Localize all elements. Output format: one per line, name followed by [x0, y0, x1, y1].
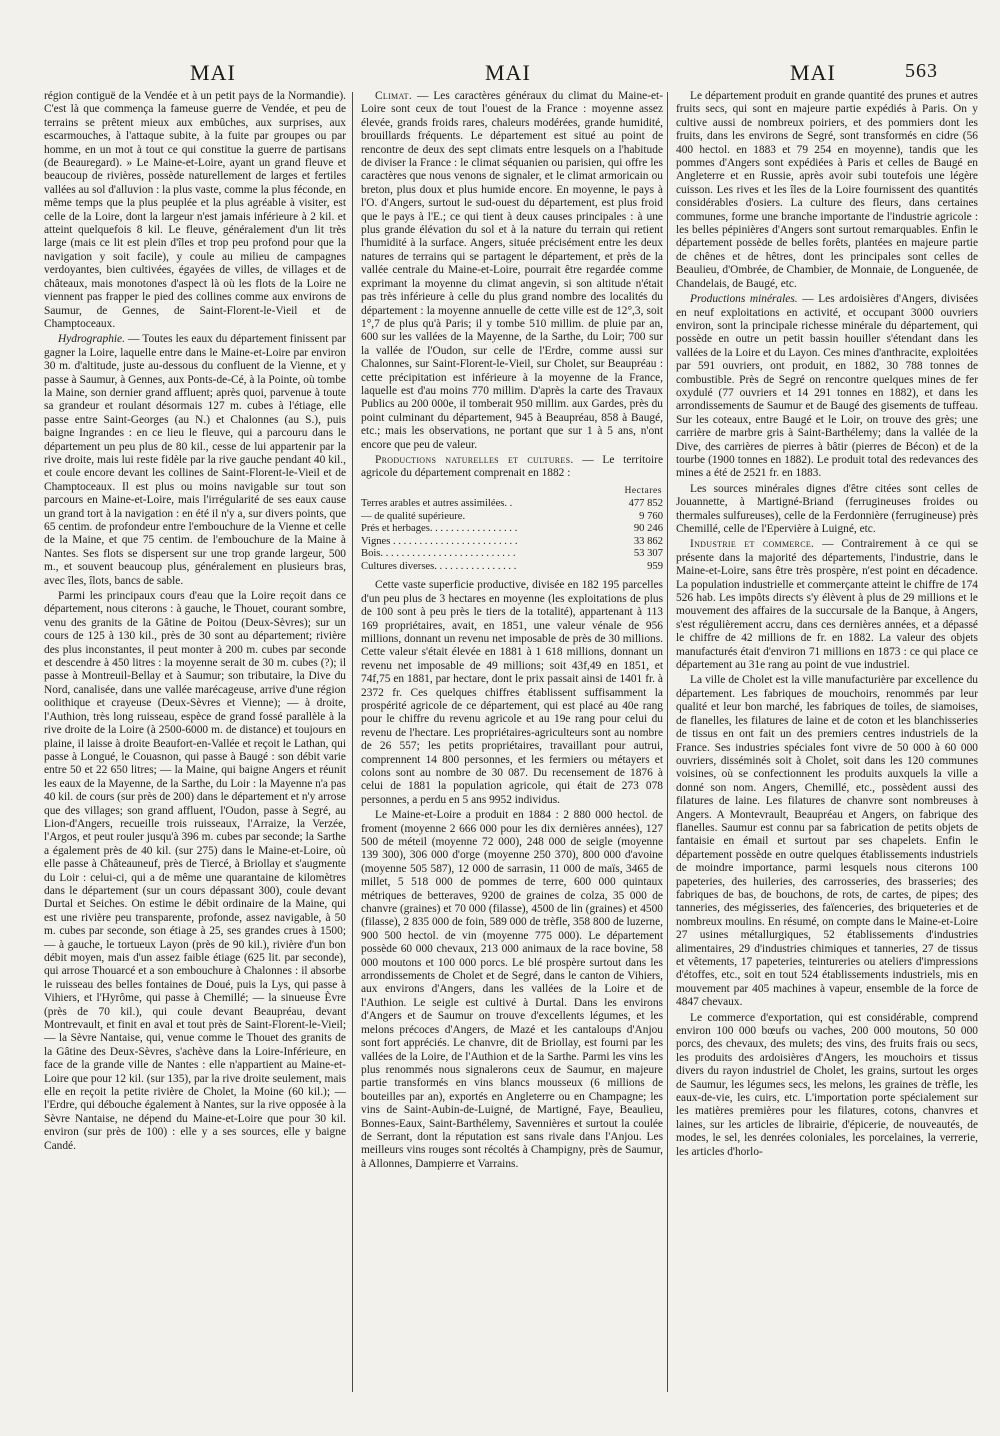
table-cell-label: Vignes . . . . . . . . . . . . . . . . . . . . . . . .	[361, 535, 518, 547]
column-2	[361, 90, 663, 1390]
header-middle: MAI	[485, 60, 531, 85]
table-row	[361, 561, 663, 574]
paragraph-sources: Les sources minérales dignes d'être citées sont celles de Jouannette, à Martigné-Briand (ferrugineuses froides ou thermales sulfureuses), celle de la Ferdonnière (ferrugineuse) près Chemillé, celle de l'Epervière à Luigné, etc.	[676, 482, 978, 535]
section-heading-minerales: Productions minérales.	[690, 293, 798, 306]
column-rule-1	[352, 92, 353, 1392]
paragraph-climat	[361, 90, 663, 452]
paragraph-superficie: Cette vaste superficie productive, divisée en 182 195 parcelles d'un peu plus de 3 hectares en moyenne (les exploitations de plus de 100 sont à peu près le tiers de la totalité), appartenant à 113 169 propriétaires, avait, en 1851, une valeur vénale de 956 millions, donnant un revenu net imposable de près de 30 millions. Cette valeur s'était élevée en 1881 à 1 618 millions, donnant un revenu net imposable de 49 millions; soit 43f,49 en 1851, et 74f,75 en 1881, par hectare, dont le prix passait ainsi de 1401 fr. à 2372 fr. Ces quelques chiffres établissent suffisamment la prospérité agricole de ce département, qui est placé au 40e rang pour le chiffre du revenu agricole et au 19e rang pour celui du revenu de l'hectare. Les propriétaires-agriculteurs sont au nombre de 26 557; les petits propriétaires, travaillant pour autrui, comprennent 14 800 personnes, et les fermiers ou métayers et colons sont au nombre de 30 087. Du recensement de 1876 à celui de 1881 la population agricole, qui était de 273 078 personnes, a perdu en 5 ans 9952 individus.	[361, 579, 663, 806]
page-number: 563	[905, 60, 938, 82]
minerales-text: — Les ardoisières d'Angers, divisées en neuf exploitations en activité, et occupant 3000 ouvriers environ, sont la principale richesse minérale du département, qui possède en outre un petit bassin houiller s'étendant dans les vallées de la Loire et du Layon. Ces mines d'anthracite, exploitées par 591 ouvriers, ont produit, en 1882, 30 788 tonnes de combustible. Près de Segré on rencontre quelques mines de fer oxydulé (77 ouvriers et 14 291 tonnes en 1882), et dans les arrondissements de Saumur et de Baugé des gisements de tuffeau. Sur les coteaux, entre Baugé et le Loir, on trouve des grès; une carrière de marbre gris à Saint-Barthélemy; dans la vallée de la Dive, des carrières de pierres à bâtir (pierres de Bécon) et de la tourbe (1900 tonnes en 1882). Le produit total des redevances des mines a été de 2521 fr. en 1883.	[676, 293, 978, 480]
section-heading-climat: Climat.	[375, 90, 412, 102]
running-header	[0, 60, 1000, 90]
section-heading-productions: Productions naturelles et cultures.	[375, 453, 574, 466]
industrie-text: — Contrairement à ce qui se présente dans la majorité des départements, l'industrie, dans le Maine-et-Loire, sans être très prospère, n'est point en décadence. La population industrielle et commerçante atteint le chiffre de 174 526 hab. Les impôts directs s'y élèvent à plus de 29 millions et le mouvement des affaires de la succursale de la Banque, à Angers, s'est régulièrement accru, dans ces dernières années, et a dépassé le chiffre de 42 millions de fr. en 1882. La valeur des objets manufacturés était d'environ 71 millions en 1873 : ce qui place ce département au 31e rang au point de vue industriel.	[676, 538, 978, 672]
paragraph-cholet: La ville de Cholet est la ville manufacturière par excellence du département. Les fabriques de mouchoirs, renommés par leur qualité et leur bon marché, les fabriques de toiles, de siamoises, de flanelles, les filatures de laine et de coton et les blanchisseries de tissus en ont fait un des premiers centres industriels de la France. Ses industries spéciales font vivre de 50 000 à 60 000 ouvriers, disséminés soit à Cholet, soit dans les 120 communes voisines, où se confectionnent les produits auxquels la ville a donné son nom. Angers, Chemillé, etc., possèdent aussi des filatures de laine. Les filatures de chanvre sont nombreuses à Angers. A Montevrault, Beaupréau et Angers, on fabrique des flanelles. Saumur est connu par sa fabrication de petits objets de fantaisie en émail et surtout par ses chapelets. Enfin le département possède en outre quelques établissements industriels de moindre importance, parmi lesquels nous citerons 100 papeteries, des huileries, des carrosseries, des brasseries; des fabriques de bas, de bouchons, de rots, de cartes, de pipes; des tanneries, des mégisseries, des faïenceries, des briqueteries et de nombreux moulins. En résumé, on compte dans le Maine-et-Loire 27 usines métallurgiques, 52 établissements d'industries alimentaires, 29 d'industries chimiques et tanneries, 27 de tissus et vêtements, 17 papeteries, teintureries ou ateliers d'impressions d'étoffes, etc., soit en tout 524 établissements industriels, mis en mouvement par 405 machines à vapeur, ensemble de la force de 4847 chevaux.	[676, 674, 978, 1009]
table-cell-value: 477 852	[628, 498, 663, 510]
table-cell-value: 959	[647, 560, 663, 572]
table-cell-value: 33 862	[633, 535, 663, 547]
paragraph-cours-d-eau: Parmi les principaux cours d'eau que la Loire reçoit dans ce département, nous citerons : à gauche, le Thouet, courant sombre, venu des granits de la Gâtine de Poitou (Deux-Sèvres); sur un cours de 125 à 130 kil., près de 30 sont au département; rivière des plus inconstantes, il peut monter à 200 m. cubes par seconde et descendre à 450 litres : la moyenne serait de 30 m. cubes (?); il passe à Montreuil-Bellay et à Saumur; son tributaire, la Dive du Nord, canalisée, dans une vallée marécageuse, arrive d'une région oolithique et crayeuse (Deux-Sèvres et Vienne); — à droite, l'Authion, très long ruisseau, espèce de grand fossé parallèle à la rive droite de la Loire (à 2500-6000 m. de distance) et toujours en plaine, il laisse à droite Beaufort-en-Vallée et reçoit le Lathan, qui passe à Longué, le Couasnon, qui passe à Baugé : son débit varie entre 50 et 22 650 litres; — la Maine, qui baigne Angers et réunit les eaux de la Mayenne, de la Sarthe, du Loir : la Mayenne n'a pas 40 kil. de cours (sur près de 200) dans le département et n'y arrose que des villages; son grand affluent, l'Oudon, passe à Segré, au Lion-d'Angers, recueille trois ruisseaux, l'Arraize, la Verzée, l'Argos, et peut rouler jusqu'à 396 m. cubes par seconde; la Sarthe a également près de 40 kil. (sur 275) dans le Maine-et-Loire, où elle passe à Châteauneuf, près de Tiercé, à Briollay et s'augmente du Loir : celui-ci, qui a de même une quarantaine de kilomètres dans le département (sur un cours dépassant 300), coule devant Durtal et Seiches. On estime le débit ordinaire de la Maine, qui est une rivière peu transparente, profonde, assez navigable, à 50 m. cubes par seconde, son étiage à 25, ses grandes crues à 1500; — à gauche, le tortueux Layon (près de 90 kil.), rivière d'un bon débit moyen, mais d'un assez faible étiage (625 lit. par seconde), qui arrose Thouarcé et a son embouchure à Chalonnes : il absorbe le ruisseau des belles fontaines de Doué, puis la Lys, qui passe à Vihiers, et l'Hyrôme, qui passe à Chemillé; — la sinueuse Èvre (près de 70 kil.), qui coule devant Beaupréau, devant Montrevault, et finit en aval et tout près de Saint-Florent-le-Vieil; — la Sèvre Nantaise, qui, venue comme le Thouet des granits de la Gâtine des Deux-Sèvres, s'achève dans la Loire-Inférieure, en face de la grande ville de Nantes : elle n'appartient au Maine-et-Loire que pour 12 kil. (sur 135), par la rive droite seulement, mais elle en reçoit la petite rivière de Cholet, la Moine (60 kil.); — l'Erdre, qui débouche également à Nantes, sur la rive opposée à la Sèvre Nantaise, ne dépend du Maine-et-Loire que pour 30 kil. environ (sur près de 100) : elle y a ses sources, elle y baigne Candé.	[44, 590, 346, 1152]
paragraph-industrie	[676, 538, 978, 672]
table-cell-label: — de qualité supérieure.	[361, 510, 466, 522]
paragraph-minerales	[676, 293, 978, 481]
column-1	[44, 90, 346, 1390]
table-cell-value: 53 307	[633, 548, 663, 560]
table-unit-header: Hectares	[624, 484, 662, 496]
table-cell-label: Prés et herbages. . . . . . . . . . . . . . . . .	[361, 523, 518, 535]
table-row	[361, 498, 663, 511]
paragraph-production-1884: Le Maine-et-Loire a produit en 1884 : 2 880 000 hectol. de froment (moyenne 2 666 000 pour les dix dernières années), 127 500 de méteil (moyenne 72 000), 248 000 de seigle (moyenne 139 300), 306 000 d'orge (moyenne 250 370), 800 000 d'avoine (moyenne 505 587), 12 000 de sarrasin, 11 000 de maïs, 3465 de millet, 5 518 000 de pommes de terre, 600 000 quintaux métriques de betteraves, 9200 de graines de colza, 35 000 de chanvre (graines) et 70 000 (filasse), 4500 de lin (graines) et 4500 (filasse), 2 835 000 de foin, 589 000 de trèfle, 358 800 de luzerne, 900 500 hectol. de vin (moyenne 775 000). Le département possède 60 000 chevaux, 213 000 animaux de la race bovine, 58 000 moutons et 100 000 porcs. Le blé prospère surtout dans les arrondissements de Cholet et de Segré, dans le canton de Vihiers, aux environs d'Angers, dans les vallées de la Loire et de l'Authion. Le seigle est cultivé à Durtal. Dans les environs d'Angers et de Saumur on trouve d'excellents légumes, et les melons précoces d'Angers, de Mazé et les cantaloups d'Anjou sont fort appréciés. Le chanvre, dit de Briollay, est fourni par les vallées de la Loire, de l'Authion et de la Sarthe. Parmi les vins les plus renommés nous signalerons ceux de Saumur, en majeure partie transformés en vins blancs mousseux (6 millions de bouteilles par an), exportés en Angleterre ou en Champagne; les vins de Saint-Aubin-de-Luigné, de Martigné, Faye, Beaulieu, Bonnes-Eaux, Saint-Barthélemy, Savennières et surtout la coulée de Serrant, dont la réputation est sans rivale dans l'Anjou. Les meilleurs vins rouges sont récoltés à Champigny, près de Saumur, à Allonnes, Dampierre et Varrains.	[361, 809, 663, 1170]
table-cell-label: Cultures diverses. . . . . . . . . . . . . . . .	[361, 560, 517, 572]
column-3	[676, 90, 978, 1390]
territory-table	[361, 484, 663, 574]
paragraph-vendee: région contiguë de la Vendée et à un petit pays de la Normandie). C'est là que commença la fameuse guerre de Vendée, et peu de terrains se prêtent mieux aux embûches, aux surprises, aux escarmouches, à l'attaque subite, à la fuite par groupes ou par homme, en un mot à tout ce qui constitue la guerre de partisans (de Beauregard). » Le Maine-et-Loire, ayant un grand fleuve et beaucoup de rivières, possède naturellement de larges et fertiles vallées au sol d'alluvion : la plus vaste, comme la plus féconde, en même temps que la plus peuplée et la plus agréable à visiter, est celle de la Loire, dont la largeur n'est jamais inférieure à 2 kil. et atteint quelquefois 8 kil. Le fleuve, généralement d'un lit très large (mais ce lit est plein d'îles et trop peu profond pour que la navigation y soit facile), y coule au milieu de campagnes verdoyantes, bien cultivées, égayées de villes, de villages et de châteaux, mais monotones d'aspect là où les flots de la Loire ne viennent pas frapper le pied des collines comme aux environs de Saumur, de Gennes, de Saint-Florent-le-Vieil et de Champtoceaux.	[44, 90, 346, 330]
table-row	[361, 523, 663, 536]
paragraph-fruits: Le département produit en grande quantité des prunes et autres fruits secs, qui sont en majeure partie expédiés à Paris. On y cultive aussi de nombreux poiriers, et des pommiers dont les fruits, dans les environs de Segré, sont transformés en cidre (56 400 hectol. en 1883 et 79 254 en moyenne), tandis que les pommes d'Angers sont expédiées à Paris et celles de Baugé en Angleterre et en Russie, après avoir subi toutefois une légère cuisson. Les rives et les îles de la Loire fournissent des quantités considérables d'osiers. La culture des fleurs, dans certaines communes, forme une branche importante de l'industrie agricole : les belles pépinières d'Angers sont surtout remarquables. Enfin le département possède de belles forêts, plantées en majeure partie de chênes et de hêtres, dont les principales sont celles de Beaulieu, d'Ombrée, de Chambier, de Monnaie, de Longuenée, de Chandelais, de Baugé, etc.	[676, 90, 978, 290]
climat-text: — Les caractères généraux du climat du Maine-et-Loire sont ceux de tout l'ouest de la France : moyenne assez élevée, grands froids rares, chaleurs modérées, grande humidité, brouillards fréquents. Le département est situé au point de rencontre de deux des sept climats entre lesquels on a l'habitude de diviser la France : le climat séquanien ou parisien, qui offre les caractères que nous venons de signaler, et le climat armoricain ou breton, plus doux et plus humide encore. En moyenne, le pays à l'O. d'Angers, surtout le sud-ouest du département, est plus froid que le pays à l'E.; ce qui tient à deux causes principales : à une plus grande élévation du sol et à la nature du terrain qui retient l'humidité à la surface. Angers, située précisément entre les deux natures de terrains qui se partagent le département, et près de la vallée centrale du Maine-et-Loire, pourrait être regardée comme exprimant la moyenne du climat angevin, si son altitude n'était pas très inférieure à celle du plus grand nombre des localités du département : la moyenne annuelle de cette ville est de 12°,3, soit 1°,7 de plus qu'à Paris; il y tombe 510 millim. de pluie par an, 600 sur les vallées de la Mayenne, de la Sarthe, du Loir; 700 sur la vallée de l'Oudon, sur celle de l'Erdre, comme aussi sur Chalonnes, sur Saint-Florent-le-Vieil, sur Cholet, sur Beaupréau : cette précipitation est inférieure à la moyenne de la France, laquelle est d'au moins 770 millim. D'après la carte des Travaux Publics au 200 000e, il tomberait 950 millim. aux Gardes, près du point culminant du département, 945 à Beaupréau, 858 à Baugé, etc.; mais les observations, ne portant que sur 1 à 5 ans, n'ont encore que peu de valeur.	[361, 90, 663, 451]
hydrographie-text: — Toutes les eaux du département finissent par gagner la Loire, laquelle entre dans le Maine-et-Loire par environ 30 m. d'altitude, juste au-dessous du confluent de la Vienne, et y passe à Saumur, à Gennes, aux Ponts-de-Cé, à la Pointe, où tombe la Maine, son dernier grand affluent; après quoi, parvenue à toute sa grandeur et roulant désormais 127 m. cubes à l'étiage, elle passe entre Saint-Georges (au N.) et Chalonnes (au S.), puis baigne Ingrandes : en ce lieu le fleuve, qui a parcouru dans le département un peu plus de 80 kil., cesse de lui appartenir par la rive droite, mais lui reste fidèle par la rive gauche pendant 40 kil., et coule encore devant les collines de Saint-Florent-le-Vieil et de Champtoceaux. Il est plus ou moins navigable sur tout son parcours en Maine-et-Loire, mais l'irrégularité de ses eaux cause un grand tort à la navigation : en été il n'y a, sur divers points, que 65 centim. de profondeur entre l'embouchure de la Vienne et celle de la Maine, et que 75 centim. de l'embouchure de la Maine à Nantes. Ses flots se dispersent sur une trop grande largeur, 500 m., et souvent beaucoup plus, généralement en plusieurs bras, avec îles, îlots, bancs de sable.	[44, 333, 346, 587]
column-rule-2	[667, 92, 668, 1392]
paragraph-hydrographie	[44, 333, 346, 588]
section-heading-hydrographie: Hydrographie.	[58, 333, 125, 346]
section-heading-industrie: Industrie et commerce.	[690, 538, 815, 551]
productions-text: — Le territoire agricole du département comprenait en 1882 :	[361, 453, 663, 480]
table-row	[361, 511, 663, 524]
table-row	[361, 548, 663, 561]
table-row	[361, 536, 663, 549]
header-right: MAI	[790, 60, 836, 85]
table-cell-label: Bois. . . . . . . . . . . . . . . . . . . . . . . . . .	[361, 548, 516, 560]
paragraph-productions	[361, 454, 663, 481]
header-left: MAI	[190, 60, 236, 85]
table-cell-value: 90 246	[633, 523, 663, 535]
table-cell-value: 9 760	[639, 510, 663, 522]
table-cell-label: Terres arables et autres assimilées. .	[361, 498, 513, 510]
paragraph-commerce: Le commerce d'exportation, qui est considérable, comprend environ 100 000 bœufs ou vaches, 200 000 moutons, 50 000 porcs, des chevaux, des mulets; des vins, des fruits frais ou secs, les produits des ardoisières d'Angers, les mouchoirs et tissus divers du rayon industriel de Cholet, les grains, surtout les orges de Saumur, les légumes secs, les melons, les graines de trèfle, les eaux-de-vie, les cuirs, etc. L'importation porte spécialement sur les matières premières pour les filatures, cotons, chanvres et laines, sur les articles de librairie, d'épicerie, de nouveautés, de modes, le sel, les denrées coloniales, les porcelaines, la verrerie, les articles d'horlo-	[676, 1011, 978, 1158]
table-header-row	[361, 484, 663, 499]
